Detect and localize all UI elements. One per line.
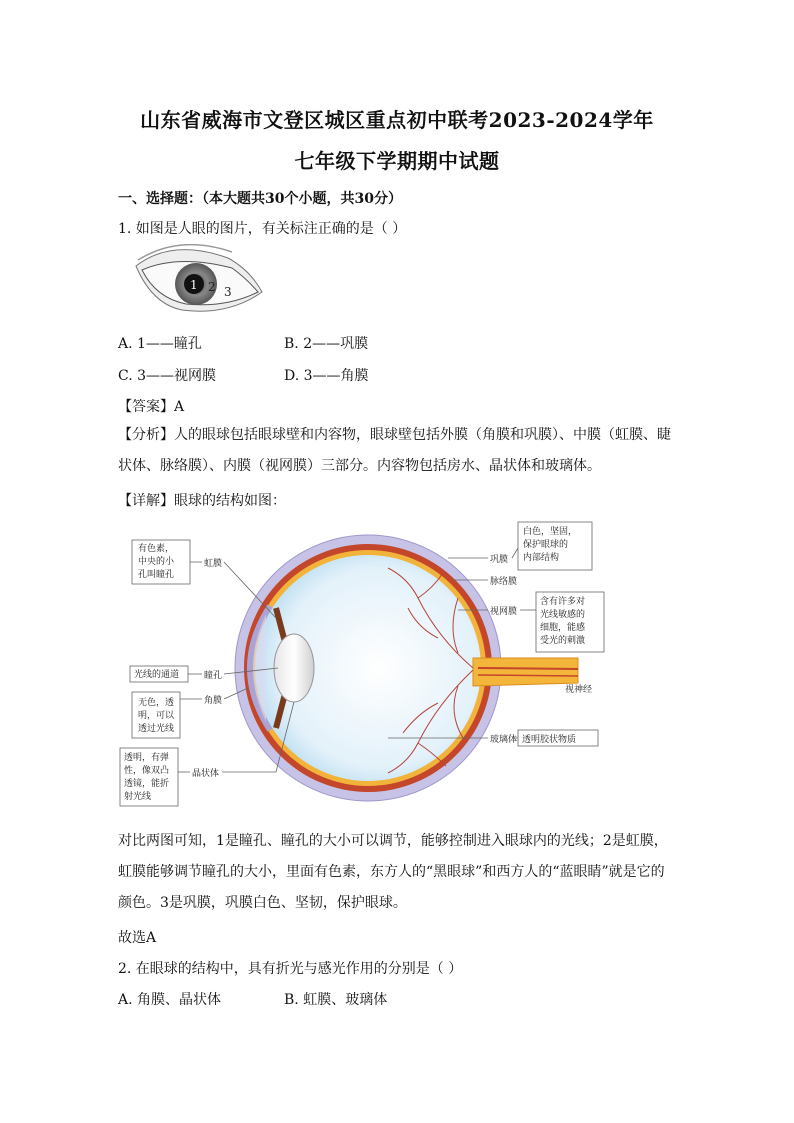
q2-option-a: A. 角膜、晶状体: [118, 992, 222, 1008]
eyeball-structure-diagram: [118, 518, 618, 818]
sclera-note-line3: 内部结构: [523, 553, 560, 563]
pupil-note: 光线的通道: [134, 670, 180, 680]
q1-option-c: C. 3——视网膜: [118, 368, 217, 384]
label-optic-nerve: 视神经: [565, 685, 593, 695]
cornea-note-line2: 明，可以: [138, 711, 175, 721]
q1-conclusion: 故选A: [118, 930, 157, 946]
doc-title-line2: 七年级下学期期中试题: [294, 149, 500, 173]
lens-note-line4: 射光线: [124, 792, 152, 802]
sclera-note-line1: 白色，坚固，: [523, 527, 578, 537]
q1-explanation: 对比两图可知，1是瞳孔、瞳孔的大小可以调节，能够控制进入眼球内的光线；2是虹膜，虹膜能够调节瞳孔的大小，里面有色素，东方人的“黑眼球”和西方人的“蓝眼睛”就是它的颜色。3是巩膜，巩膜白色、坚韧，保护眼球。: [118, 833, 668, 911]
label-vitreous: 玻璃体: [490, 735, 518, 745]
cornea-note-line3: 透过光线: [138, 724, 175, 734]
iris-note-line3: 孔叫瞳孔: [138, 570, 175, 580]
lens-note-line2: 性，像双凸: [124, 766, 170, 776]
label-choroid: 脉络膜: [490, 577, 518, 587]
iris-note-line2: 中央的小: [138, 557, 175, 567]
retina-note-line4: 受光的刺激: [540, 636, 586, 646]
label-iris: 虹膜: [204, 559, 223, 569]
q2-stem: 2. 在眼球的结构中，具有折光与感光作用的分别是（ ）: [118, 961, 463, 977]
retina-note-line1: 含有许多对: [540, 597, 586, 607]
label-cornea: 角膜: [204, 696, 223, 706]
label-retina: 视网膜: [490, 607, 518, 617]
label-lens: 晶状体: [192, 769, 220, 779]
retina-note-line3: 细胞，能感: [540, 623, 586, 633]
vitreous-note: 透明胶状物质: [522, 735, 577, 745]
analysis-tag: 【分析】: [118, 427, 174, 443]
q1-option-b: B. 2——巩膜: [284, 336, 369, 352]
label-sclera: 巩膜: [490, 555, 509, 565]
q1-answer: 【答案】A: [118, 399, 185, 415]
iris-note-line1: 有色素，: [138, 544, 175, 554]
q1-eye-photo: [132, 244, 264, 318]
detail-tag: 【详解】: [118, 493, 174, 509]
q1-option-a: A. 1——瞳孔: [118, 336, 202, 352]
doc-title-line1: 山东省威海市文登区城区重点初中联考2023-2024学年: [140, 108, 654, 132]
lens-note-line1: 透明，有弹: [124, 753, 170, 763]
q1-detail: [118, 490, 286, 510]
detail-text: 眼球的结构如图：: [174, 493, 286, 509]
q2-option-b: B. 虹膜、玻璃体: [284, 992, 388, 1008]
sclera-note-line2: 保护眼球的: [523, 540, 569, 550]
q1-option-d: D. 3——角膜: [284, 368, 369, 384]
q1-mark-1: 1: [190, 278, 198, 292]
q1-stem: 1. 如图是人眼的图片，有关标注正确的是（ ）: [118, 221, 407, 237]
retina-note-line2: 光线敏感的: [540, 610, 586, 620]
cornea-note-line1: 无色，透: [138, 698, 175, 708]
q1-analysis: [118, 420, 678, 482]
lens-note-line3: 透镜，能折: [124, 779, 170, 789]
q1-mark-3: 3: [224, 285, 232, 299]
analysis-text: 人的眼球包括眼球壁和内容物，眼球壁包括外膜（角膜和巩膜）、中膜（虹膜、睫状体、脉络膜）、内膜（视网膜）三部分。内容物包括房水、晶状体和玻璃体。: [118, 427, 671, 474]
section-heading: 一、选择题：（本大题共30个小题，共30分）: [118, 191, 402, 207]
label-pupil: 瞳孔: [204, 671, 223, 681]
q1-mark-2: 2: [208, 280, 216, 294]
